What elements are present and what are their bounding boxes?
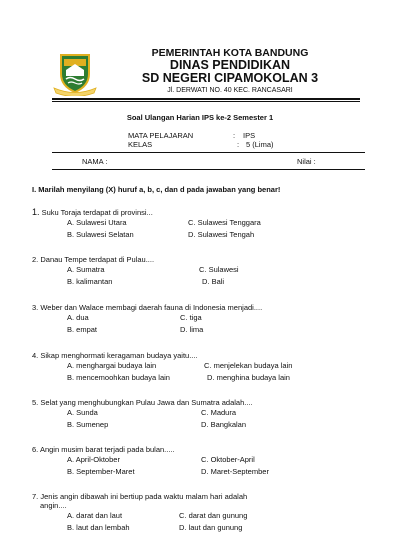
option-a: A. menghargai budaya lain [67, 361, 157, 370]
option-c: C. tiga [180, 313, 202, 322]
score-field-label: Nilai : [297, 157, 316, 166]
option-d: D. Bangkalan [201, 420, 247, 429]
question-text: Selat yang menghubungkan Pulau Jawa dan Sumatra adalah.... [40, 398, 253, 407]
question-text: Angin musim barat terjadi pada bulan..... [39, 445, 175, 454]
subject-value: IPS [243, 131, 256, 140]
question-1 [32, 207, 372, 241]
option-d: D. Maret-September [201, 467, 269, 476]
school-name: SD NEGERI CIPAMOKOLAN 3 [141, 71, 319, 85]
option-b: B. Sulawesi Selatan [67, 230, 134, 239]
question-4 [32, 351, 372, 384]
name-row-bottom-rule [52, 169, 365, 170]
option-b: B. Sumenep [67, 420, 109, 429]
question-stem [32, 255, 372, 264]
header-rule-thick [52, 98, 360, 100]
option-a: A. dua [67, 313, 89, 322]
question-7 [32, 492, 372, 534]
instruction: I. Marilah menyilang (X) huruf a, b, c, dan d pada jawaban yang benar! [32, 185, 281, 194]
header-rule-thin [52, 101, 360, 102]
question-number: 2. [32, 255, 39, 264]
department-name: DINAS PENDIDIKAN [169, 58, 291, 72]
name-row-top-rule [52, 152, 365, 153]
question-number: 1. [32, 207, 40, 217]
government-name: PEMERINTAH KOTA BANDUNG [151, 47, 309, 59]
option-a: A. Sumatra [67, 265, 105, 274]
option-d: D. menghina budaya lain [207, 373, 290, 382]
question-stem [32, 398, 372, 407]
question-6 [32, 445, 372, 478]
option-c: C. menjelekan budaya lain [204, 361, 293, 370]
question-number: 4. [32, 351, 39, 360]
question-stem [32, 445, 372, 454]
question-text: Jenis angin dibawah ini bertiup pada waktu malam hari adalah [40, 492, 248, 501]
option-b: B. September-Maret [67, 467, 135, 476]
question-5 [32, 398, 372, 431]
option-b: B. empat [67, 325, 98, 334]
option-c: C. darat dan gunung [179, 511, 248, 520]
bandung-city-logo [52, 52, 98, 96]
question-text: Danau Tempe terdapat di Pulau.... [40, 255, 155, 264]
option-c: C. Sulawesi [199, 265, 239, 274]
option-c: C. Madura [201, 408, 237, 417]
question-stem [32, 351, 372, 360]
question-3 [32, 303, 372, 336]
exam-title: Soal Ulangan Harian IPS ke-2 Semester 1 [126, 113, 274, 122]
question-number: 7. [32, 492, 39, 501]
question-text: Weber dan Walace membagi daerah fauna di Indonesia menjadi.... [40, 303, 263, 312]
option-a: A. darat dan laut [67, 511, 123, 520]
option-b: B. mencemoohkan budaya lain [67, 373, 170, 382]
question-stem [32, 303, 372, 312]
question-number: 5. [32, 398, 39, 407]
subject-label: MATA PELAJARAN [128, 131, 194, 140]
option-a: A. Sulawesi Utara [67, 218, 127, 227]
option-c: C. Sulawesi Tenggara [188, 218, 261, 227]
class-value: 5 (Lima) [246, 140, 274, 149]
class-label: KELAS [128, 140, 153, 149]
option-d: D. Bali [202, 277, 225, 286]
option-c: C. Oktober-April [201, 455, 255, 464]
question-2 [32, 255, 372, 288]
question-number: 3. [32, 303, 39, 312]
question-stem [32, 492, 372, 501]
option-a: A. April-Oktober [67, 455, 120, 464]
option-d: D. Sulawesi Tengah [188, 230, 255, 239]
option-d: D. lima [180, 325, 204, 334]
option-d: D. laut dan gunung [179, 523, 243, 532]
class-colon: : [237, 140, 240, 149]
question-text: Sikap menghormati keragaman budaya yaitu.... [40, 351, 198, 360]
school-address: Jl. DERWATI NO. 40 KEC. RANCASARI [167, 87, 293, 94]
option-b: B. laut dan lembah [67, 523, 130, 532]
option-b: B. kalimantan [67, 277, 113, 286]
question-stem [32, 207, 372, 217]
name-field-label: NAMA : [82, 157, 108, 166]
subject-colon: : [233, 131, 236, 140]
option-a: A. Sunda [67, 408, 98, 417]
question-text-continued: angin.... [40, 501, 67, 510]
question-text: Suku Toraja terdapat di provinsi... [41, 208, 153, 217]
question-number: 6. [32, 445, 39, 454]
